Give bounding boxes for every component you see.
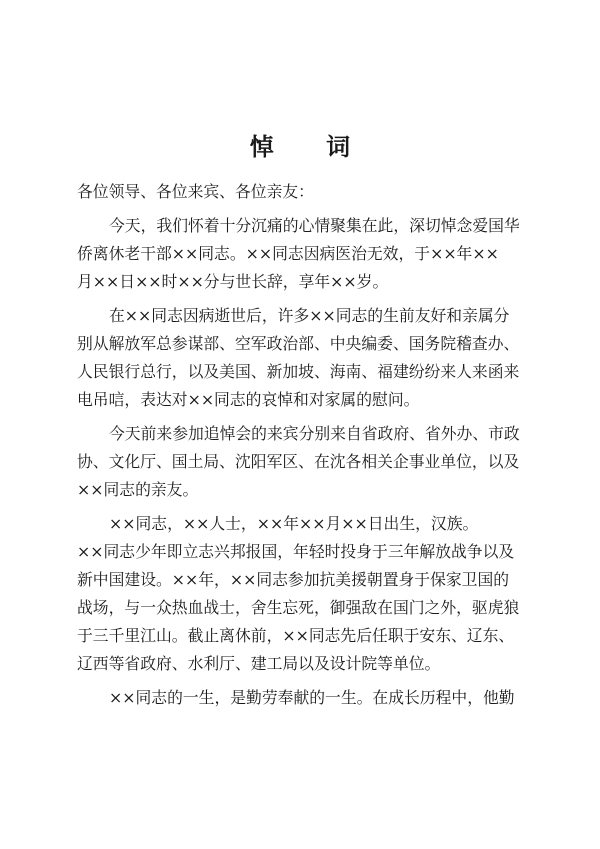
paragraph-3 bbox=[77, 420, 529, 504]
text-line: ××同志的亲友。 bbox=[77, 480, 199, 499]
text-line: 新中国建设。××年，××同志参加抗美援朝置身于保家卫国的 bbox=[77, 570, 510, 589]
text-line: 辽西等省政府、水利厅、建工局以及设计院等单位。 bbox=[77, 654, 441, 673]
text-line: 人民银行总行，以及美国、新加坡、海南、福建纷纷来人来函来 bbox=[77, 362, 520, 381]
text-line: ××同志，××人士，××年××月××日出生，汉族。 bbox=[109, 514, 479, 533]
paragraph-2 bbox=[77, 302, 529, 414]
text-line: 协、文化厅、国土局、沈阳军区、在沈各相关企事业单位，以及 bbox=[77, 452, 520, 471]
page-title: 悼 词 bbox=[249, 133, 373, 161]
paragraph-4 bbox=[77, 510, 529, 678]
text-line: 别从解放军总参谋部、空军政治部、中央编委、国务院稽查办、 bbox=[77, 334, 520, 353]
paragraph-1 bbox=[77, 212, 529, 296]
text-line: ××同志的一生，是勤劳奉献的一生。在成长历程中，他勤 bbox=[109, 688, 515, 707]
text-line: 在××同志因病逝世后，许多××同志的生前友好和亲属分 bbox=[109, 306, 510, 325]
text-line: 月××日××时××分与世长辞，享年××岁。 bbox=[77, 272, 389, 291]
text-line: 战场，与一众热血战士，舍生忘死，御强敌在国门之外，驱虎狼 bbox=[77, 598, 520, 617]
salutation: 各位领导、各位来宾、各位亲友： bbox=[77, 182, 314, 201]
text-line: ××同志少年即立志兴邦报国，年轻时投身于三年解放战争以及 bbox=[77, 542, 515, 561]
text-line: 侨离休老干部××同志。××同志因病医治无效，于××年×× bbox=[77, 244, 499, 263]
document-body bbox=[77, 178, 529, 718]
text-line: 今天，我们怀着十分沉痛的心情聚集在此，深切悼念爱国华 bbox=[109, 216, 520, 235]
paragraph-5 bbox=[77, 684, 529, 712]
text-line: 电吊唁，表达对××同志的哀悼和对家属的慰问。 bbox=[77, 390, 420, 409]
text-line: 今天前来参加追悼会的来宾分别来自省政府、省外办、市政 bbox=[109, 424, 520, 443]
text-line: 于三千里江山。截止离休前，××同志先后任职于安东、辽东、 bbox=[77, 626, 515, 645]
